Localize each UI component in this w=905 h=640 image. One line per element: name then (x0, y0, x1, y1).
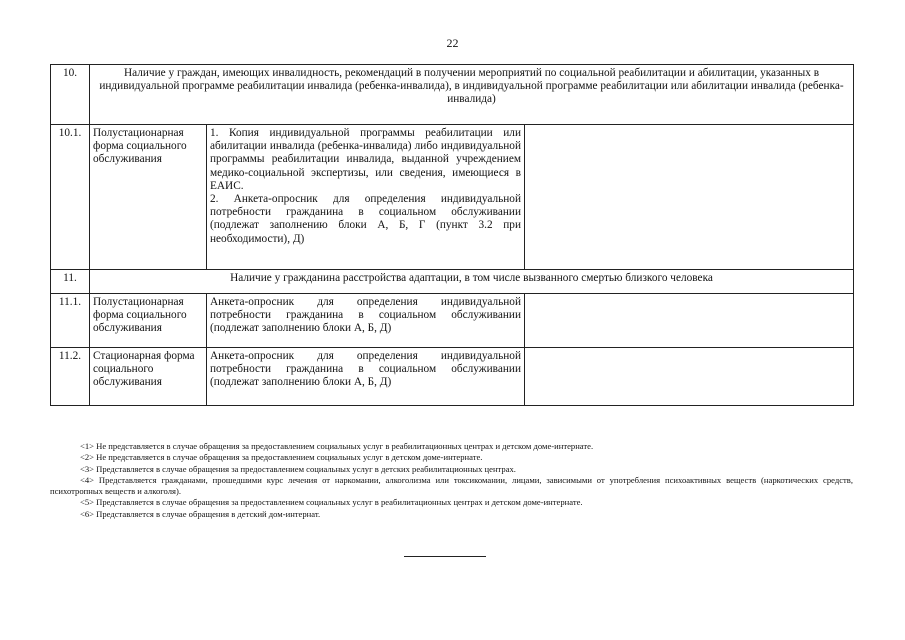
requirements-table (50, 64, 854, 406)
required-documents (207, 294, 525, 348)
section-number: 11. (51, 270, 90, 294)
table-row (51, 348, 854, 406)
section-heading-row (51, 270, 854, 294)
section-heading: Наличие у граждан, имеющих инвалидность, рекомендаций в получении мероприятий по социальной реабилитации и абилитации, указанных в индивидуальной программе реабилитации инвалида (ребенка-инвалида), в индивидуальной программе реабилитации или абилитации инвалида (ребенка-инвалида) (90, 65, 854, 125)
footnote: <2> Не представляется в случае обращения за предоставлением социальных услуг в детском доме-интернате. (80, 452, 483, 463)
section-number: 10. (51, 65, 90, 125)
service-form: Полустационарная форма социального обслуживания (90, 294, 207, 348)
row-number: 11.2. (51, 348, 90, 406)
service-form: Стационарная форма социального обслуживания (90, 348, 207, 406)
footer-separator-line (404, 556, 486, 557)
table-row (51, 294, 854, 348)
section-heading: Наличие у гражданина расстройства адаптации, в том числе вызванного смертью близкого человека (90, 270, 854, 294)
requirement-item: Анкета-опросник для определения индивидуальной потребности гражданина в социальном обслуживании (подлежат заполнению блоки А, Б, Д) (210, 350, 521, 389)
service-form: Полустационарная форма социального обслуживания (90, 125, 207, 270)
row-number: 10.1. (51, 125, 90, 270)
notes-cell (525, 125, 854, 270)
section-heading-row (51, 65, 854, 125)
required-documents (207, 125, 525, 270)
required-documents (207, 348, 525, 406)
footnote: <3> Представляется в случае обращения за предоставлением социальных услуг в детских реабилитационных центрах. (80, 463, 516, 474)
footnote: <6> Представляется в случае обращения в детский дом-интернат. (80, 508, 321, 519)
requirement-item: Анкета-опросник для определения индивидуальной потребности гражданина в социальном обслуживании (подлежат заполнению блоки А, Б, Д) (210, 296, 521, 335)
notes-cell (525, 294, 854, 348)
footnote: <4> Представляется гражданами, прошедшими курс лечения от наркомании, алкоголизма или токсикомании, лицами, зависимыми от употребления психоактивных веществ (наркотических средств, психотропных веществ и алкоголя). (50, 474, 853, 497)
requirement-item: 2. Анкета-опросник для определения индивидуальной потребности гражданина в социальном обслуживании (подлежат заполнению блоки А, Б, Г (пункт 3.2 при необходимости), Д) (210, 193, 521, 245)
footnote: <5> Представляется в случае обращения за предоставлением социальных услуг в реабилитационных центрах и детском доме-интернате. (80, 497, 583, 508)
footnotes (50, 441, 853, 520)
table-row (51, 125, 854, 270)
row-number: 11.1. (51, 294, 90, 348)
notes-cell (525, 348, 854, 406)
requirement-item: 1. Копия индивидуальной программы реабилитации или абилитации инвалида (ребенка-инвалида) либо индивидуальной программы реабилитации инвалида, выданной учреждением медико-социальной экспертизы, или сведения, имеющиеся в ЕАИС. (210, 127, 521, 192)
page-number: 22 (446, 36, 459, 50)
footnote: <1> Не представляется в случае обращения за предоставлением социальных услуг в реабилитационных центрах и детском доме-интернате. (80, 441, 594, 451)
